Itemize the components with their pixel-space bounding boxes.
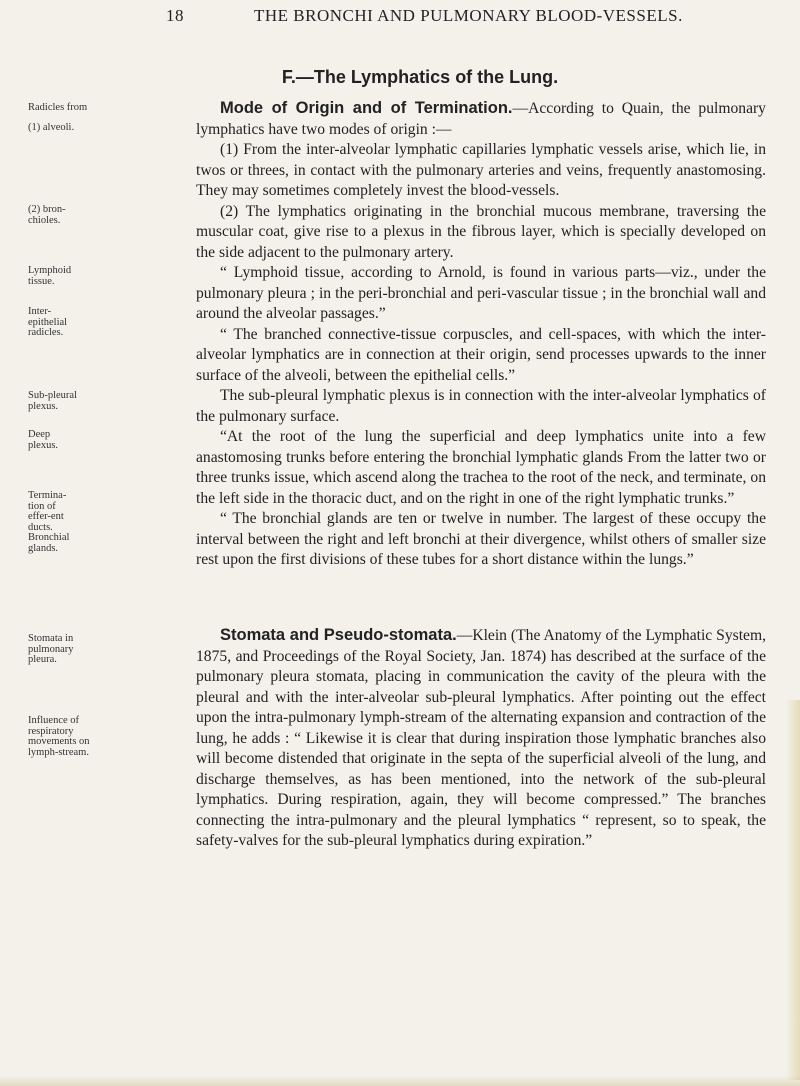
- margin-note: Influence of respiratory movements on lymph-stream.: [28, 715, 90, 758]
- margin-note: Termina-tion of effer-ent ducts.: [28, 490, 67, 533]
- margin-note: Stomata in pulmonary pleura.: [28, 633, 74, 665]
- margin-note: Sub-pleural plexus.: [28, 390, 77, 412]
- block-stomata: [196, 625, 766, 852]
- page-bottom-edge: [0, 1076, 800, 1086]
- paragraph: (1) From the inter-alveolar lymphatic capillaries lymphatic vessels arise, which lie, in twos or threes, in contact with the pulmonary arteries and veins, frequently anastomosing. They may sometimes completely invest the blood-vessels.: [196, 141, 766, 199]
- section-letter: F.: [281, 67, 296, 87]
- paragraph: “ Lymphoid tissue, according to Arnold, is found in various parts—viz., under the pulmonary pleura ; in the peri-bronchial and peri-vascular tissue ; in the bronchial wall and around the alveolar passages.”: [196, 264, 766, 322]
- margin-note: Bronchial glands.: [28, 532, 70, 554]
- margin-note: Inter-epithelial radicles.: [28, 306, 68, 338]
- margin-note: Radicles from: [28, 102, 88, 113]
- subsection-heading: Stomata and Pseudo-stomata.: [220, 626, 457, 644]
- paragraph: “At the root of the lung the superficial and deep lymphatics unite into a few anastomosing trunks before entering the bronchial lymphatic glands From the latter two or three trunks issue, which ascend along the trachea to the root of the neck, and terminate, on the left side in the thoracic duct, and on the right in one of the right lymphatic trunks.”: [196, 428, 766, 507]
- section-title-text: —The Lymphatics of the Lung.: [295, 67, 559, 87]
- subsection-heading: Mode of Origin and of Termination.: [220, 99, 513, 117]
- paragraph: “ The branched connective-tissue corpuscles, and cell-spaces, with which the inter-alveolar lymphatics are in connection at their origin, send processes upwards to the inner surface of the alveoli, between the epithelial cells.”: [196, 325, 766, 384]
- paragraph: Stomata and Pseudo-stomata.—Klein (The Anatomy of the Lymphatic System, 1875, and Proceedings of the Royal Society, Jan. 1874) has described at the surface of the pulmonary pleura stomata, placing in communication the cavity of the pleura with the pleural and with the inter-alveolar sub-pleural lymphatics. After pointing out the effect upon the intra-pulmonary lymph-stream of the alternating expansion and contraction of the lung, he adds : “ Likewise it is clear that during inspiration those lymphatic branches also will become distended that originate in the septa of the superficial alveoli of the lung, and discharge themselves, as has been mentioned, into the network of the sub-pleural lymphatics. During respiration, again, they will become compressed.” The branches connecting the intra-pulmonary and the pleural lymphatics “ represent, so to speak, the safety-valves for the sub-pleural lymphatics during expiration.”: [196, 626, 767, 849]
- running-title: THE BRONCHI AND PULMONARY BLOOD-VESSELS.: [254, 6, 683, 25]
- margin-note: Lymphoid tissue.: [28, 265, 72, 287]
- section-title: [0, 67, 800, 88]
- paragraph: (2) The lymphatics originating in the bronchial mucous membrane, traversing the muscular coat, give rise to a plexus in the fibrous layer, which is specially developed on the side adjacent to the pulmonary artery.: [196, 202, 766, 261]
- paragraph: Mode of Origin and of Termination.—According to Quain, the pulmonary lymphatics have two modes of origin :—: [196, 99, 766, 138]
- page-edge-stain: [786, 700, 800, 1080]
- margin-note: Deep plexus.: [28, 429, 59, 451]
- paragraph: “ The bronchial glands are ten or twelve in number. The largest of these occupy the interval between the right and left bronchi at their divergence, whilst others of smaller size rest upon the first divisions of these tubes for a short distance within the lungs.”: [196, 510, 766, 568]
- page-number: 18: [166, 6, 184, 25]
- margin-note: (1) alveoli.: [28, 122, 75, 133]
- block-origin-termination: [196, 98, 766, 571]
- margin-note: (2) bron-chioles.: [28, 204, 66, 226]
- paragraph: The sub-pleural lymphatic plexus is in connection with the inter-alveolar lymphatics of the pulmonary surface.: [196, 387, 766, 425]
